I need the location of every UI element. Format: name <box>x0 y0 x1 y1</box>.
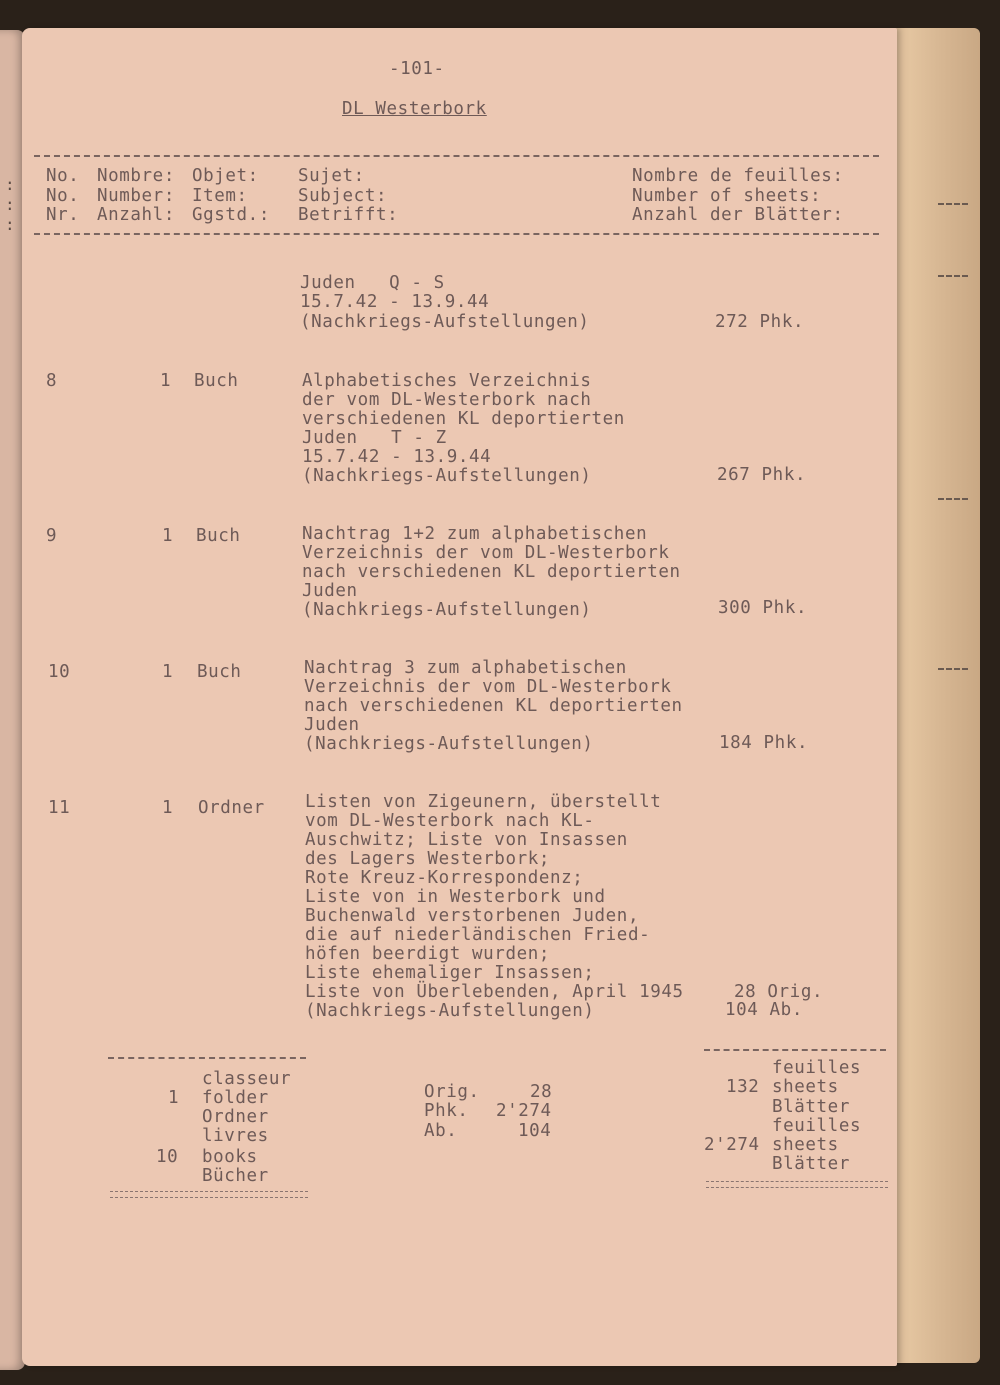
entry-subject-line: 15.7.42 - 13.9.44 <box>300 292 490 312</box>
total-label: Phk. <box>424 1101 469 1121</box>
entry-sheets: 184 Phk. <box>719 733 809 753</box>
entry-sheets: 300 Phk. <box>718 598 808 618</box>
total-value: 2'274 <box>496 1101 552 1121</box>
entry-subject-line: Juden <box>302 581 358 601</box>
book-label: Bücher <box>202 1166 269 1186</box>
page-title: DL Westerbork <box>342 99 487 119</box>
entry-subject-line: Rote Kreuz-Korrespondenz; <box>305 868 584 888</box>
entry-sheets: 272 Phk. <box>715 312 805 332</box>
header-subject: Subject: <box>298 186 388 206</box>
entry-subject-line: vom DL-Westerbork nach KL- <box>305 811 595 831</box>
entry-no: 11 <box>48 798 71 818</box>
book-count: 10 <box>156 1147 179 1167</box>
header-item: Ggstd.: <box>192 205 270 225</box>
entry-item: Buch <box>196 526 241 546</box>
header-no: Nr. <box>46 205 80 225</box>
book-label: books <box>202 1147 258 1167</box>
header-sheets: Nombre de feuilles: <box>632 166 844 186</box>
entry-sheets: 267 Phk. <box>717 465 807 485</box>
entry-item: Buch <box>194 371 239 391</box>
entry-subject-line: (Nachkriegs-Aufstellungen) <box>302 466 592 486</box>
entry-no: 8 <box>46 371 58 391</box>
header-top-rule <box>34 155 879 157</box>
header-number: Nombre: <box>97 166 175 186</box>
entry-subject-line: 15.7.42 - 13.9.44 <box>302 447 492 467</box>
total-value: 104 <box>518 1121 552 1141</box>
entry-no: 10 <box>48 662 71 682</box>
header-bottom-rule <box>34 233 879 235</box>
sheet-total-label: sheets <box>772 1135 839 1155</box>
summary-right-rule <box>704 1049 886 1051</box>
folder-count: 1 <box>168 1088 180 1108</box>
summary-right-double-rule <box>706 1181 888 1188</box>
entry-no: 9 <box>46 526 58 546</box>
entry-sheets: 104 Ab. <box>725 1000 803 1020</box>
entry-item: Buch <box>197 662 242 682</box>
header-item: Objet: <box>192 166 259 186</box>
entry-subject-line: Buchenwald verstorbenen Juden, <box>305 906 640 926</box>
entry-subject-line: Nachtrag 3 zum alphabetischen <box>304 658 627 678</box>
total-label: Orig. <box>424 1082 480 1102</box>
entry-subject-line: Juden T - Z <box>302 428 447 448</box>
entry-sheets: 28 Orig. <box>734 982 824 1002</box>
entry-subject-line: höfen beerdigt wurden; <box>305 944 550 964</box>
total-value: 28 <box>530 1082 553 1102</box>
entry-subject-line: (Nachkriegs-Aufstellungen) <box>302 600 592 620</box>
edge-dash <box>938 498 968 503</box>
entry-subject-line: die auf niederländischen Fried- <box>305 925 651 945</box>
document-page <box>22 28 897 1366</box>
header-no: No. <box>46 186 80 206</box>
entry-subject-line: Nachtrag 1+2 zum alphabetischen <box>302 524 648 544</box>
sheet-total-label: sheets <box>772 1077 839 1097</box>
entry-subject-line: verschiedenen KL deportierten <box>302 409 625 429</box>
folder-label: Ordner <box>202 1107 269 1127</box>
sheet-total-label: feuilles <box>772 1116 862 1136</box>
entry-subject-line: Juden <box>304 715 360 735</box>
sheet-total-count: 132 <box>726 1077 760 1097</box>
entry-subject-line: Liste von in Westerbork und <box>305 887 606 907</box>
header-item: Item: <box>192 186 248 206</box>
sheet-total-count: 2'274 <box>704 1135 760 1155</box>
entry-subject-line: nach verschiedenen KL deportierten <box>302 562 681 582</box>
entry-subject-line: (Nachkriegs-Aufstellungen) <box>304 734 594 754</box>
entry-subject-line: Liste von Überlebenden, April 1945 <box>305 982 684 1002</box>
edge-dash <box>938 203 968 208</box>
header-sheets: Number of sheets: <box>632 186 822 206</box>
entry-subject-line: Juden Q - S <box>300 273 445 293</box>
sheet-total-label: Blätter <box>772 1097 850 1117</box>
header-no: No. <box>46 166 80 186</box>
entry-subject-line: Listen von Zigeunern, überstellt <box>305 792 662 812</box>
sheet-total-label: feuilles <box>772 1058 862 1078</box>
entry-subject-line: Auschwitz; Liste von Insassen <box>305 830 628 850</box>
entry-count: 1 <box>162 798 174 818</box>
edge-dash <box>938 668 968 673</box>
left-edge-mark: : <box>5 215 15 234</box>
summary-left-double-rule <box>110 1191 308 1198</box>
header-subject: Sujet: <box>298 166 365 186</box>
entry-subject-line: der vom DL-Westerbork nach <box>302 390 592 410</box>
entry-count: 1 <box>162 526 174 546</box>
left-edge-mark: : <box>5 175 15 194</box>
entry-subject-line: Liste ehemaliger Insassen; <box>305 963 595 983</box>
edge-dash <box>938 275 968 280</box>
total-label: Ab. <box>424 1121 458 1141</box>
book-label: livres <box>202 1126 269 1146</box>
header-number: Number: <box>97 186 175 206</box>
header-sheets: Anzahl der Blätter: <box>632 205 844 225</box>
header-number: Anzahl: <box>97 205 175 225</box>
summary-left-rule <box>108 1057 306 1059</box>
entry-subject-line: Verzeichnis der vom DL-Westerbork <box>304 677 672 697</box>
left-edge-mark: : <box>5 195 15 214</box>
folder-label: folder <box>202 1088 269 1108</box>
entry-subject-line: nach verschiedenen KL deportierten <box>304 696 683 716</box>
entry-subject-line: (Nachkriegs-Aufstellungen) <box>300 312 590 332</box>
entry-count: 1 <box>162 662 174 682</box>
entry-subject-line: des Lagers Westerbork; <box>305 849 550 869</box>
entry-subject-line: (Nachkriegs-Aufstellungen) <box>305 1001 595 1021</box>
entry-item: Ordner <box>198 798 265 818</box>
folder-label: classeur <box>202 1069 292 1089</box>
entry-subject-line: Alphabetisches Verzeichnis <box>302 371 592 391</box>
entry-count: 1 <box>160 371 172 391</box>
header-subject: Betrifft: <box>298 205 399 225</box>
entry-subject-line: Verzeichnis der vom DL-Westerbork <box>302 543 670 563</box>
page-number: -101- <box>389 59 445 79</box>
sheet-total-label: Blätter <box>772 1154 850 1174</box>
